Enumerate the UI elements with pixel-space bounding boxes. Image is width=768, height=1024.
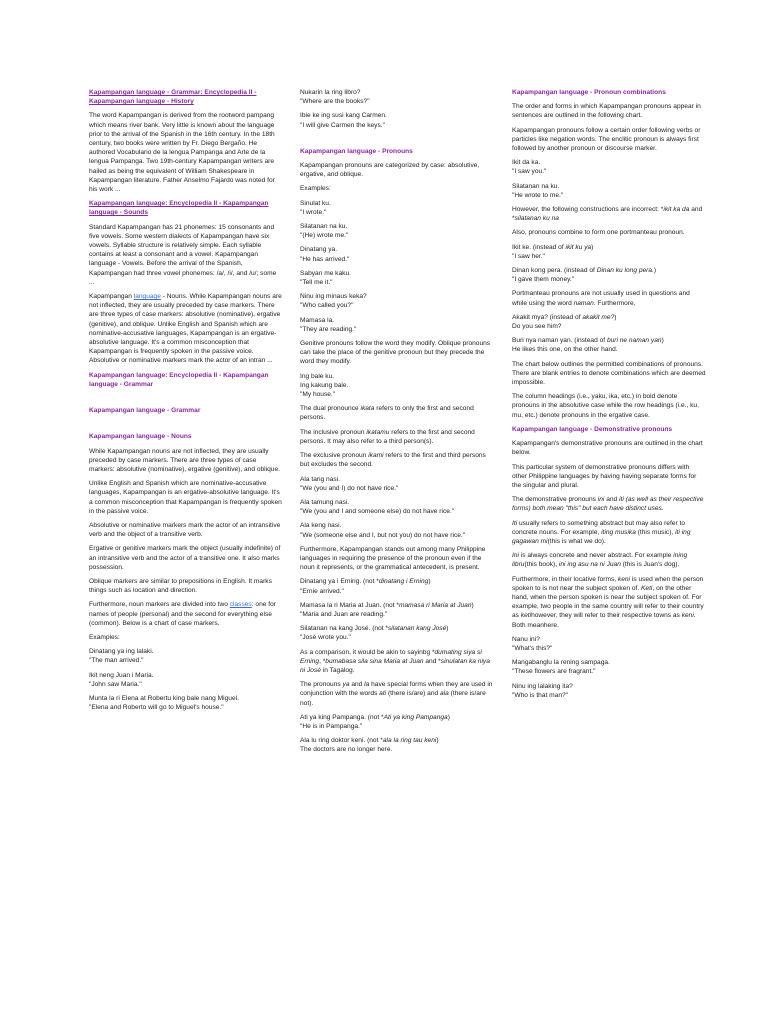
text: "I saw her." bbox=[512, 252, 545, 260]
paragraph bbox=[300, 404, 494, 422]
example bbox=[512, 682, 706, 700]
text: "John saw Maria." bbox=[89, 680, 142, 688]
example bbox=[300, 245, 494, 263]
paragraph: Kapampangan pronouns follow a certain order following verbs or particles like negation words. The enclitic pronoun is always first followed by another pronoun or discourse marker. bbox=[512, 126, 701, 153]
example bbox=[512, 243, 706, 261]
text: is used when the person spoken to is not near the subject spoken of. bbox=[512, 575, 704, 592]
example bbox=[300, 372, 494, 400]
text: "Elena and Roberto will go to Miguel's house." bbox=[89, 704, 224, 712]
text: As a comparison, it would be akin to sayinbg * bbox=[300, 648, 435, 656]
text: "He has arrived." bbox=[300, 255, 350, 263]
text: The inclusive pronoun bbox=[300, 428, 367, 436]
examples-label: Examples: bbox=[300, 185, 331, 193]
example bbox=[512, 313, 706, 331]
text: "I wrote." bbox=[300, 208, 327, 216]
text: ) bbox=[471, 601, 474, 609]
text: ala bbox=[440, 690, 449, 698]
example bbox=[512, 182, 706, 200]
text: (this music), bbox=[635, 528, 676, 536]
text: Silatanan na ku. bbox=[300, 223, 348, 231]
heading-nouns: Kapampangan language - Nouns bbox=[89, 433, 192, 441]
text: Buri nya naman yan. (instead of bbox=[512, 337, 607, 345]
text: "I gave them money." bbox=[512, 276, 575, 284]
example bbox=[300, 601, 494, 619]
text: sinulatan ka niya ni José bbox=[300, 657, 490, 674]
paragraph: The order and forms in which Kapampangan pronouns appear in sentences are outlined in the following chart. bbox=[512, 103, 701, 120]
text: ) bbox=[446, 625, 449, 633]
text: refers to only the first and second persons. bbox=[300, 405, 474, 422]
language-link[interactable]: language bbox=[133, 293, 161, 301]
paragraph-sounds: Standard Kapampangan has 21 phonemes: 15 consonants and five vowels. Some western dialects of Kapampangan have six vowels. Syllable structure is relatively simple. Each syllable contains at least a consonant and a vowel. Kapampangan language - Vowels. Before the arrival of the Spanish, Kapampangan had three vowel phonemes: /a/, /i/, and /u/; some ... bbox=[89, 223, 277, 286]
classes-link[interactable]: classes bbox=[229, 601, 252, 609]
text: Dinatang ya ing lalaki. bbox=[89, 648, 154, 656]
text: Dinan ku long pera. bbox=[596, 267, 654, 275]
text: ) bbox=[591, 243, 594, 251]
text: The demonstrative pronouns bbox=[512, 496, 598, 504]
paragraph bbox=[512, 519, 706, 547]
spacer bbox=[89, 420, 283, 432]
heading-grammar: Kapampangan language - Grammar bbox=[89, 407, 201, 415]
text: dinatang i Erning bbox=[378, 578, 429, 586]
text: Keti bbox=[641, 584, 653, 592]
text: have special forms when they are used in conjunction with the words bbox=[300, 681, 493, 698]
text: "Maria and Juan are reading." bbox=[300, 610, 388, 618]
text: iti bbox=[619, 496, 624, 504]
text: Ala tamung nasi. bbox=[300, 498, 350, 506]
text: usually refers to something abstract but may also refer to concrete nouns. For example, bbox=[512, 519, 685, 536]
text: Sabyan me kaku. bbox=[300, 269, 351, 277]
text: buri ne naman yan bbox=[606, 337, 662, 345]
text: : one for names of people (personal) and the second for everything else (common). Below is a chart of case markers. bbox=[89, 601, 276, 627]
paragraph: Absolutive or nominative markers mark the actor of an intransitive verb and the object of a transitive verb. bbox=[89, 521, 281, 539]
text: la bbox=[364, 681, 370, 689]
example bbox=[512, 158, 706, 176]
text: The pronouns bbox=[300, 681, 343, 689]
paragraph bbox=[89, 600, 283, 628]
text: ) bbox=[614, 313, 617, 321]
text: The exclusive pronoun bbox=[300, 452, 369, 460]
spacer bbox=[300, 135, 494, 147]
column-left bbox=[89, 88, 283, 717]
example bbox=[512, 336, 706, 354]
text: (there is/are) and bbox=[386, 690, 441, 698]
paragraph: While Kapampangan nouns are not inflected, they are usually preceded by case markers. There are three types of case markers: absolutive (nominative), ergative (genitive), and oblique. bbox=[89, 447, 280, 473]
paragraph: The column headings (i.e., yaku, ika, etc.) in bold denote pronouns in the absolutive case while the row headings (i.e., ku, mu, etc.) denote pronouns in the ergative case. bbox=[512, 393, 699, 419]
text: Ala keng nasi. bbox=[300, 522, 342, 530]
text: ) bbox=[428, 578, 431, 586]
paragraph: Kapampangan's demonstrative pronouns are outlined in the chart below. bbox=[512, 440, 703, 457]
text: Nukarin la ring libro? bbox=[300, 89, 361, 96]
heading-history[interactable]: Kapampangan language - Grammar: Encyclopedia II - Kapampangan language - History bbox=[89, 89, 257, 106]
text: Akakit mya? (instead of bbox=[512, 313, 583, 321]
text: . Furthermore, bbox=[593, 299, 636, 307]
example bbox=[300, 736, 494, 754]
paragraph bbox=[300, 428, 494, 446]
text: Kapampangan bbox=[89, 293, 134, 301]
text: "What's this?" bbox=[512, 644, 553, 652]
text: , * bbox=[319, 657, 326, 665]
text: (this book), bbox=[524, 561, 559, 569]
text: (this is what we do). bbox=[547, 537, 606, 545]
text: "(He) wrote me." bbox=[300, 232, 349, 240]
text: Iti bbox=[512, 519, 518, 527]
paragraph bbox=[300, 451, 494, 469]
example bbox=[512, 635, 706, 653]
text: and bbox=[604, 496, 620, 504]
heading-pronouns: Kapampangan language - Pronouns bbox=[300, 147, 413, 155]
text: "They are reading." bbox=[300, 325, 357, 333]
text: dumating siya si Erning bbox=[300, 648, 482, 665]
text: "Who is that man?" bbox=[512, 691, 568, 699]
text: keti bbox=[520, 612, 532, 620]
text: ) bbox=[661, 337, 664, 345]
text: iti ing gagawan mi bbox=[512, 528, 691, 545]
text: The dual pronounce bbox=[300, 405, 361, 413]
example bbox=[300, 88, 494, 106]
text: "We (someone else and I, but not you) do not have rice." bbox=[300, 531, 466, 539]
paragraph bbox=[512, 205, 706, 223]
text: ini bbox=[597, 496, 605, 504]
text: Ikit neng Juan i Maria. bbox=[89, 671, 154, 679]
text: ) bbox=[447, 713, 450, 721]
paragraph: Furthermore, Kapampangan stands out among many Philippine languages in requiring the presence of the pronoun even if the noun it represents, or the grammatical antecedent, is present. bbox=[300, 545, 486, 572]
text: Ala tang nasi. bbox=[300, 475, 340, 483]
text: iting musika bbox=[601, 528, 636, 536]
text: (there is/are not). bbox=[300, 690, 486, 707]
text: (this is Juan's dog). bbox=[620, 561, 680, 569]
text: Mamasa la. bbox=[300, 316, 335, 324]
heading-enc-grammar[interactable]: Kapampangan language: Encyclopedia II - Kapampangan language - Grammar bbox=[89, 371, 269, 388]
text: "Tell me it." bbox=[300, 279, 333, 287]
text: Ini bbox=[512, 552, 519, 560]
example bbox=[89, 647, 283, 665]
example bbox=[300, 199, 494, 217]
text: Munta la ri Elena at Robertu king bale nang Miguel. bbox=[89, 694, 239, 702]
text: ikami bbox=[368, 452, 384, 460]
text: Ati ya king Pampanga. (not * bbox=[300, 713, 384, 721]
text: silatanan ku na bbox=[514, 215, 559, 223]
text: Ikit ke. (instead of bbox=[512, 243, 566, 251]
text: mamasa ri Maria at Juan bbox=[398, 601, 472, 609]
examples-label: Examples: bbox=[89, 633, 120, 641]
text: Sinulat ku. bbox=[300, 199, 331, 207]
text: Mangabanglu la rening sampaga. bbox=[512, 659, 610, 667]
text: naman bbox=[573, 299, 594, 307]
text: ati bbox=[379, 690, 387, 698]
example bbox=[300, 475, 494, 493]
paragraph: Oblique markers are similar to prepositions in English. It marks things such as location and direction. bbox=[89, 577, 272, 595]
text: ini ing asu na ni Juan bbox=[558, 561, 621, 569]
text: ikata bbox=[360, 405, 375, 413]
example bbox=[300, 624, 494, 642]
paragraph bbox=[512, 575, 706, 630]
text: ikit ku ya bbox=[565, 243, 592, 251]
example bbox=[300, 713, 494, 731]
text: "I saw you." bbox=[512, 168, 547, 176]
example bbox=[512, 658, 706, 676]
text: "The man arrived." bbox=[89, 657, 144, 665]
text: Ala lu ring doktor keni. (not * bbox=[300, 737, 383, 745]
text: Portmanteau pronouns are not usually used in questions and while using the word bbox=[512, 290, 690, 307]
paragraph: Unlike English and Spanish which are nominative-accusative languages, Kapampangan is an ergative-absolutive language. It's a common misconception that Kapampangan is frequently spoken in the passive voice. bbox=[89, 480, 282, 515]
text: bumabasa sila sina Maria at Juan bbox=[325, 657, 424, 665]
example bbox=[89, 671, 283, 689]
text: "We (you and I and someone else) do not have rice." bbox=[300, 508, 455, 516]
paragraph-history: The word Kapampangan is derived from the rootword pampang which means river bank. Very little is known about the language prior to the arrival of the Spanish in the 16th century. In the 18th century, two books were written by Fr. Diego Bergaño. He authored Vocabulario de la lengua Pampanga and Arte de la lengua Pampanga. Two 19th-century Kapampangan writers are hailed as being the equivalent of William Shakespeare in Kapampangan literature. Father Anselmo Fajardo was noted for his work ... bbox=[89, 112, 275, 194]
text: (as well as their respective forms) both mean "this" but each have distinct uses. bbox=[512, 496, 704, 513]
text: Ibie ke ing susi kang Carmen. bbox=[300, 112, 387, 120]
text: "Ernie arrived." bbox=[300, 587, 344, 595]
text: Ati ya king Pampanga bbox=[383, 713, 448, 721]
paragraph bbox=[512, 289, 706, 307]
text: refers to the first and third persons but excludes the second. bbox=[300, 452, 486, 469]
heading-pronoun-combinations: Kapampangan language - Pronoun combinations bbox=[512, 89, 666, 96]
text: and * bbox=[512, 206, 703, 223]
text: and * bbox=[423, 657, 441, 665]
text: ya bbox=[342, 681, 350, 689]
paragraph: Genitive pronouns follow the word they modify. Oblique pronouns can take the place of the genitive pronoun but they precede the word they modify. bbox=[300, 340, 491, 366]
text: He likes this one, on the other hand. bbox=[512, 346, 618, 354]
example bbox=[300, 292, 494, 310]
text: "José wrote you." bbox=[300, 634, 351, 642]
example bbox=[300, 269, 494, 287]
example bbox=[300, 316, 494, 334]
example bbox=[300, 498, 494, 516]
text: ikit ka da bbox=[663, 206, 690, 214]
text: "My house." bbox=[300, 391, 336, 399]
text: Do you see him? bbox=[512, 323, 562, 331]
text: . Both meanhere. bbox=[512, 612, 696, 629]
text: ining libru bbox=[512, 552, 688, 569]
text: refers to the first and second persons. It may also refer to a third person(s). bbox=[300, 428, 475, 445]
text: keni bbox=[617, 575, 631, 583]
text: Dinan kong pera. (instead of bbox=[512, 267, 597, 275]
paragraph: The chart below outlines the permitted combinations of pronouns. There are blank entries to denote combinations which are deemed impossible. bbox=[512, 360, 706, 387]
text: Ikit da ka. bbox=[512, 159, 541, 167]
example bbox=[300, 577, 494, 595]
text: "Where are the books?" bbox=[300, 98, 370, 106]
text: Silatanan na ku. bbox=[512, 182, 560, 190]
example bbox=[89, 694, 283, 712]
example bbox=[300, 111, 494, 129]
text: keni bbox=[681, 612, 694, 620]
text: is always concrete and never abstract. For example bbox=[518, 552, 674, 560]
text: ) bbox=[436, 737, 439, 745]
text: Furthermore, in their locative forms, bbox=[512, 575, 618, 583]
text: Furthermore, noun markers are divided into two bbox=[89, 601, 230, 609]
column-middle bbox=[300, 88, 494, 760]
paragraph: Ergative or genitive markers mark the object (usually indefinite) of an intransitive verb and the actor of a transitive one. It also marks possession. bbox=[89, 545, 281, 571]
text: ikatamu bbox=[366, 428, 390, 436]
text: and bbox=[349, 681, 365, 689]
text: ) bbox=[653, 267, 657, 275]
text: - Nouns. While Kapampangan nouns are not inflected, they are usually preceded by case markers. There are three types of case markers: absolutive (nominative), ergative (genitive), and oblique. Unlike English and Spanish which are nominative-accusative languages, Kapampangan is an ergative-absolutive language. It's a common misconception that Kapampangan is frequently spoken in the passive voice. Absolutive or nominative markers mark the actor of an intran ... bbox=[89, 293, 282, 365]
paragraph: This particular system of demonstrative pronouns differs with other Philippine languages by having having separate forms for the singular and plural. bbox=[512, 463, 697, 489]
column-right bbox=[512, 88, 706, 705]
text: "He is in Pampanga." bbox=[300, 722, 363, 730]
text: Nanu ini? bbox=[512, 635, 540, 643]
paragraph bbox=[512, 551, 706, 569]
example bbox=[300, 222, 494, 240]
text: However, the following constructions are incorrect: * bbox=[512, 206, 664, 214]
text: silatanan kang José bbox=[387, 625, 447, 633]
text: akakit me? bbox=[582, 313, 615, 321]
example bbox=[512, 266, 706, 284]
text: Dinatang ya i Erning. (not * bbox=[300, 578, 379, 586]
spacer bbox=[89, 394, 283, 406]
text: Ninu ing minaus keka? bbox=[300, 293, 367, 301]
paragraph: Also, pronouns combine to form one portmanteau pronoun. bbox=[512, 229, 685, 237]
text: "He wrote to me." bbox=[512, 191, 564, 199]
text: Ninu ing lalaking ita? bbox=[512, 682, 573, 690]
paragraph bbox=[512, 495, 706, 513]
paragraph bbox=[300, 648, 494, 676]
paragraph bbox=[300, 680, 494, 708]
text: ala la ring tau keni bbox=[382, 737, 437, 745]
text: , on the other hand, when the person spoken is near the subject spoken of. For example, two people in the same country will refer to their country as bbox=[512, 584, 704, 620]
text: The doctors are no longer here. bbox=[300, 746, 393, 754]
text: "These flowers are fragrant." bbox=[512, 668, 596, 676]
text: "Who called you?" bbox=[300, 302, 354, 310]
text: Silatanan na kang José. (not * bbox=[300, 625, 388, 633]
heading-demonstrative-pronouns: Kapampangan language - Demonstrative pronouns bbox=[512, 425, 673, 433]
text: "We (you and I) do not have rice." bbox=[300, 484, 399, 492]
text: Ing bale ku. bbox=[300, 372, 335, 380]
example bbox=[300, 521, 494, 539]
paragraph: Kapampangan pronouns are categorized by case: absolutive, ergative, and oblique. bbox=[300, 162, 480, 179]
text: however, they will refer to their respective towns as bbox=[531, 612, 682, 620]
text: Ing kakung bale. bbox=[300, 381, 349, 389]
heading-sounds[interactable]: Kapampangan language: Encyclopedia II - Kapampangan language - Sounds bbox=[89, 200, 269, 217]
text: "I will give Carmen the keys." bbox=[300, 121, 385, 129]
text: Mamasa la ri Maria at Juan. (not * bbox=[300, 601, 399, 609]
paragraph-nouns-summary bbox=[89, 292, 283, 366]
text: Dinatang ya. bbox=[300, 246, 338, 254]
text: in Tagalog. bbox=[320, 666, 355, 674]
